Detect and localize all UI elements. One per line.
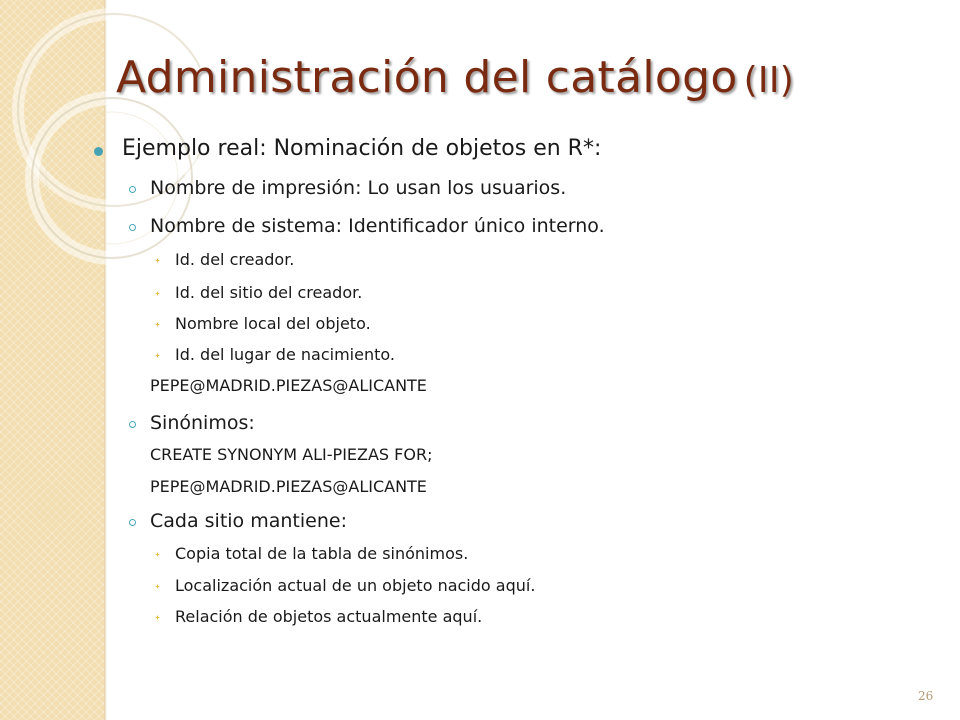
list-item: Localización actual de un objeto nacido aquí. [175, 576, 536, 595]
code-line: PEPE@MADRID.PIEZAS@ALICANTE [150, 477, 427, 496]
sub-bullet-ring [129, 224, 136, 231]
star-bullet-icon [155, 584, 160, 589]
item-cada-sitio: Cada sitio mantiene: [150, 510, 347, 532]
list-item: Relación de objetos actualmente aquí. [175, 607, 483, 626]
list-item: Id. del lugar de nacimiento. [175, 345, 395, 364]
list-item: Id. del creador. [175, 250, 295, 269]
star-bullet-icon [155, 552, 160, 557]
list-item: Nombre local del objeto. [175, 314, 371, 333]
list-item: Id. del sitio del creador. [175, 283, 363, 302]
example-name: PEPE@MADRID.PIEZAS@ALICANTE [150, 376, 427, 395]
star-bullet-icon [155, 615, 160, 620]
slide-title-text: Administración del catálogo [116, 52, 738, 103]
item-nombre-impresion: Nombre de impresión: Lo usan los usuarios. [150, 177, 567, 199]
page-number: 26 [918, 689, 934, 703]
star-bullet-icon [155, 258, 160, 263]
sub-bullet-ring [129, 186, 136, 193]
star-bullet-icon [155, 353, 160, 358]
bullet-dot [94, 147, 103, 156]
item-sinonimos: Sinónimos: [150, 412, 255, 434]
sub-bullet-ring [129, 421, 136, 428]
sub-bullet-ring [129, 519, 136, 526]
slide-title [116, 52, 794, 103]
slide-title-suffix: (II) [743, 60, 795, 101]
item-nombre-sistema: Nombre de sistema: Identificador único interno. [150, 215, 605, 237]
star-bullet-icon [155, 322, 160, 327]
code-line: CREATE SYNONYM ALI-PIEZAS FOR; [150, 445, 433, 464]
section-heading: Ejemplo real: Nominación de objetos en R*: [122, 136, 602, 161]
star-bullet-icon [155, 291, 160, 296]
list-item: Copia total de la tabla de sinónimos. [175, 544, 469, 563]
